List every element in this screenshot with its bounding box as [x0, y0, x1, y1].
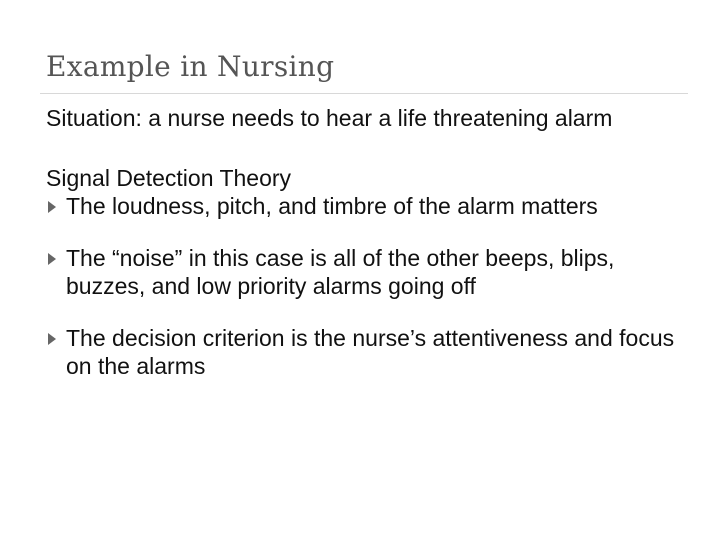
- title-divider: [40, 93, 688, 94]
- spacer: [46, 132, 696, 164]
- bullet-item-noise: [46, 244, 696, 300]
- spacer: [46, 300, 696, 324]
- bullet-item-criterion: [46, 324, 696, 380]
- slide-body: [46, 104, 696, 380]
- bullet-text: The loudness, pitch, and timbre of the alarm matters: [66, 193, 598, 219]
- situation-text: Situation: a nurse needs to hear a life threatening alarm: [46, 105, 613, 131]
- triangle-right-icon: [46, 324, 66, 352]
- triangle-right-icon: [46, 192, 66, 220]
- bullet-text: The “noise” in this case is all of the other beeps, blips, buzzes, and low priority alarms going off: [66, 245, 615, 299]
- spacer: [46, 220, 696, 244]
- bullet-text: The decision criterion is the nurse’s attentiveness and focus on the alarms: [66, 325, 675, 379]
- slide-title: Example in Nursing: [46, 50, 335, 83]
- bullet-item-loudness: [46, 192, 696, 220]
- theory-heading: Signal Detection Theory: [46, 165, 292, 191]
- triangle-right-icon: [46, 244, 66, 272]
